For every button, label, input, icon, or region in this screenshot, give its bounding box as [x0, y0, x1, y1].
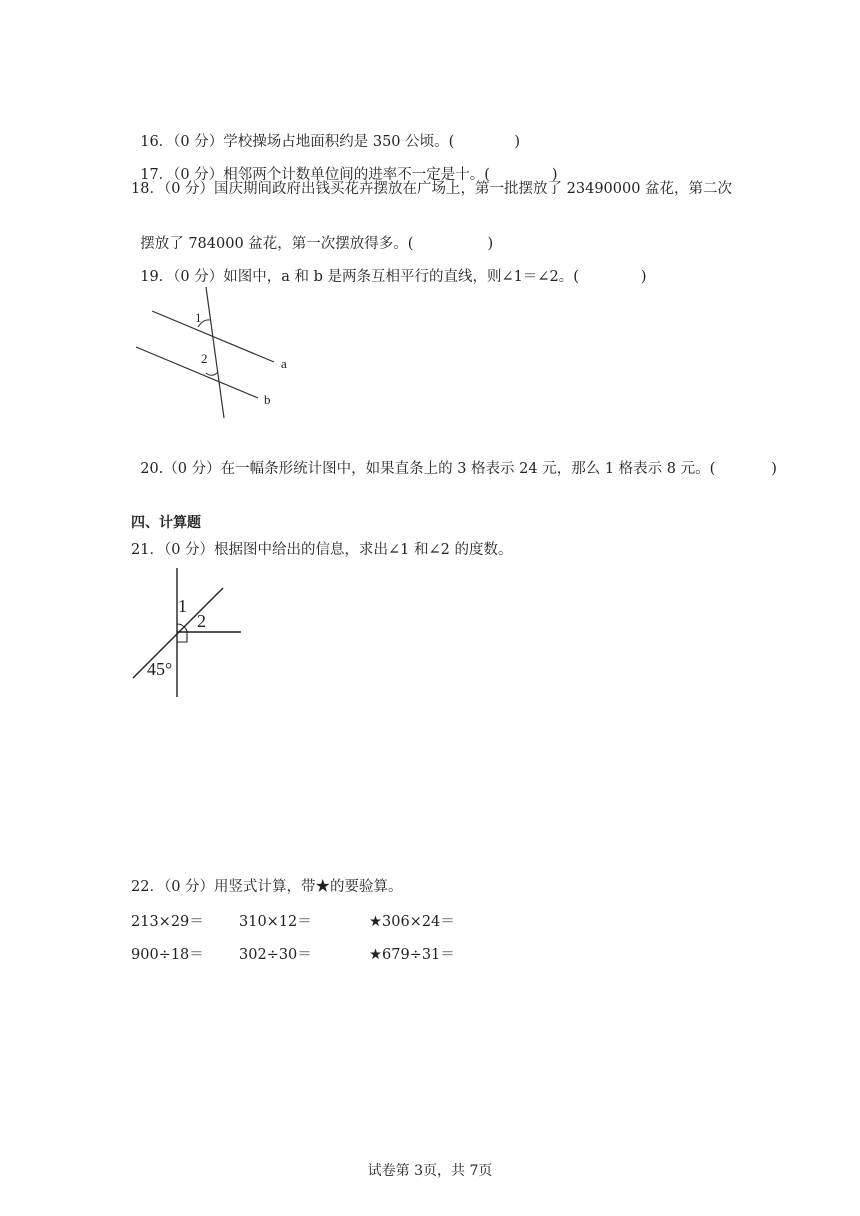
angle-2-arc	[206, 372, 218, 375]
answer-bracket-close: )	[640, 269, 647, 285]
angle-1-label: 1	[178, 596, 187, 616]
answer-bracket-close: )	[771, 461, 777, 477]
transversal-line	[206, 287, 224, 418]
question-18-text: 摆放了 784000 盆花，第一次摆放得多。(	[140, 236, 414, 252]
angle-1-arc	[177, 624, 183, 626]
calc-item: 213×29＝	[131, 914, 204, 930]
line-b	[136, 347, 258, 398]
angle-2-label: 2	[201, 351, 208, 366]
angle-45-label: 45°	[147, 659, 173, 679]
calc-item-check: ★306×24＝	[369, 914, 455, 930]
angle-1-label: 1	[195, 310, 202, 325]
answer-bracket-close: )	[551, 167, 558, 183]
question-21: 21．（0 分）根据图中给出的信息，求出∠1 和∠2 的度数。	[131, 542, 513, 558]
answer-bracket-close: )	[487, 236, 494, 252]
question-18-line1: 18．（0 分）国庆期间政府出钱买花卉摆放在广场上，第一批摆放了 23490000 盆花，第二次	[131, 181, 733, 197]
page-footer: 试卷第 3页，共 7页	[367, 1163, 493, 1179]
question-19-text: 19．（0 分）如图中，a 和 b 是两条互相平行的直线，则∠1＝∠2。(	[140, 269, 579, 285]
angle-2-label: 2	[197, 611, 206, 631]
question-20	[131, 439, 777, 479]
answer-bracket-close: )	[514, 134, 520, 150]
calc-item: 900÷18＝	[131, 947, 204, 963]
right-angle-mark	[177, 632, 187, 642]
question-20-text: 20.（0 分）在一幅条形统计图中，如果直条上的 3 格表示 24 元，那么 1 格表示 8 元。(	[140, 461, 716, 477]
question-17-text: 17．（0 分）相邻两个计数单位间的进率不一定是十。(	[140, 167, 490, 183]
line-b-label: b	[264, 392, 271, 407]
calc-item: 302÷30＝	[239, 947, 312, 963]
line-a-label: a	[281, 356, 287, 371]
calc-item-check: ★679÷31＝	[369, 947, 455, 963]
question-22: 22．（0 分）用竖式计算，带★的要验算。	[131, 879, 403, 895]
calc-item: 310×12＝	[239, 914, 312, 930]
section-title: 四、计算题	[131, 515, 201, 531]
question-16-text: 16．（0 分）学校操场占地面积约是 350 公顷。(	[140, 134, 455, 150]
